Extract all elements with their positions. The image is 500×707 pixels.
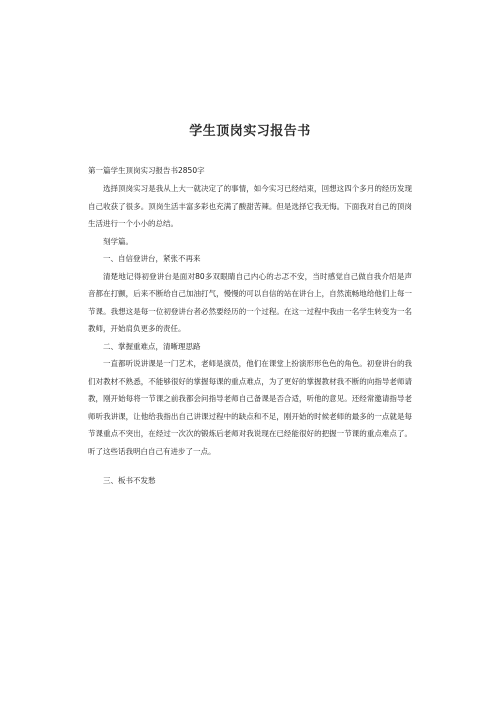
part-label: 刻学篇。 (103, 236, 133, 246)
section2-paragraph: 一直都听说讲课是一门艺术，老师是演员，他们在课堂上扮演形形色色的角色。初登讲台的我们对教材不熟悉，不能够很好的掌握每课的重点难点，为了更好的掌握教材我不断的向指导老师请教，刚开始每将一节课之前我都会问指导老师自己备课是否合适，听他的意见。还经常邀请指导老师听我讲课，让他给我指出自己讲课过程中的缺点和不足，刚开始的时候老师的最多的一点就是每节课重点不突出，在经过一次次的锻炼后老师对我说现在已经能很好的把握一节课的重点难点了。听了这些话我明白自己有进步了一点。 (88, 359, 412, 456)
section-spacer (88, 460, 412, 472)
section3-heading: 三、板书不发愁 (103, 476, 156, 485)
document-title: 学生顶岗实习报告书 (189, 124, 311, 139)
section1-heading: 一、自信登讲台，紧张不再来 (103, 254, 201, 263)
intro-paragraph: 选择顶岗实习是我从上大一就决定了的事情，如今实习已经结束，回想这四个多月的经历发现自己收获了很多。顶岗生活丰富多彩也充满了酸甜苦辣。但是选择它我无悔。下面我对自己的顶岗生活进行一个小小的总结。 (88, 184, 412, 228)
section2-heading: 二、掌握重难点，清晰理思路 (103, 341, 201, 351)
section1-paragraph: 清楚地记得初登讲台是面对80多双眼睛自己内心的忐忑不安，当时感觉自己做自我介绍是声音都在打颤，后来不断给自己加油打气，慢慢的可以自信的站在讲台上，自然流畅地给他们上每一节课。我想这是每一位初登讲台者必然要经历的一个过程。在这一过程中我由一名学生转变为一名教师，开始肩负更多的责任。 (88, 271, 412, 333)
document-subtitle: 第一篇学生顶岗实习报告书2850字 (88, 166, 205, 175)
